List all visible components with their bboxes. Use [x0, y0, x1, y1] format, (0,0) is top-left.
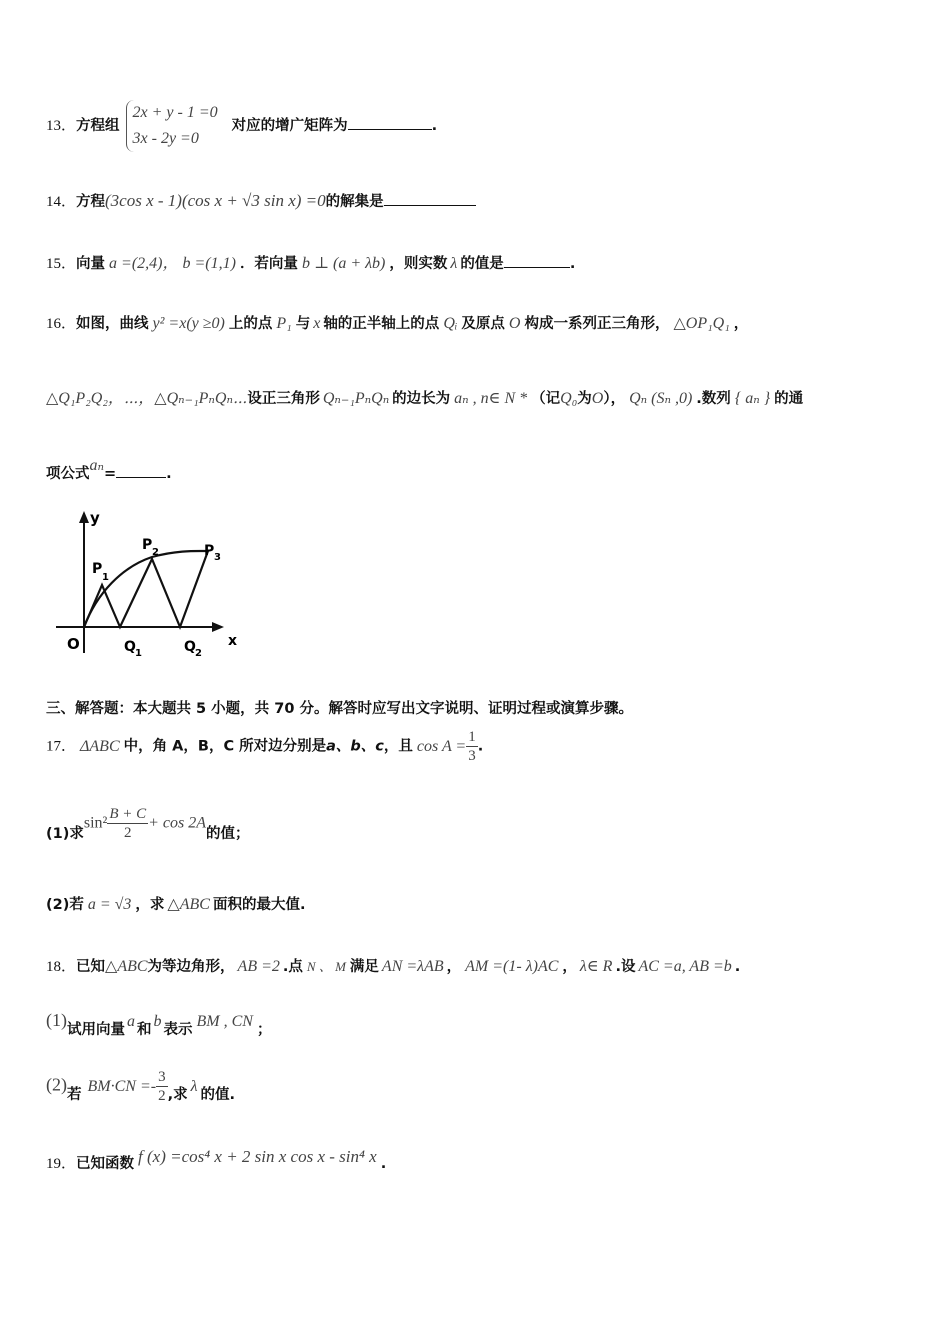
q16-text-11: .数列	[696, 391, 731, 407]
q17-2-cond: a = √3	[87, 896, 132, 913]
label-Q1: Q	[124, 639, 136, 655]
q13-answer-blank[interactable]	[348, 115, 432, 130]
q18-am: AM =(1- λ)AC	[465, 958, 559, 975]
question-18-part1	[46, 1010, 272, 1038]
question-19	[46, 1147, 387, 1173]
q16-Qi: Qᵢ	[443, 315, 458, 332]
label-Q2: Q	[184, 639, 196, 655]
q18-set: AC =a, AB =b	[638, 958, 732, 975]
q16-Qn: Qₙ (Sₙ ,0)	[629, 390, 693, 407]
q17-fraction	[466, 728, 478, 765]
q17-frac-num: 1	[468, 729, 476, 745]
question-14	[46, 190, 476, 211]
q19-function: f (x) =cos⁴ x + 2 sin x cos x - sin⁴ x	[138, 1147, 377, 1166]
q13-text-pre: 方程组	[76, 118, 120, 134]
q17-abc: a、b、c	[326, 738, 384, 755]
q18-1-b: b	[153, 1013, 162, 1030]
q18-text-2: .点	[282, 959, 303, 975]
label-P1: P	[92, 561, 103, 577]
q15-text-post: 的值是	[460, 256, 504, 272]
q18-1-label: (1)	[46, 1010, 67, 1030]
question-16-line3	[46, 457, 172, 483]
q18-ab: AB =2	[237, 958, 280, 975]
label-y: y	[90, 509, 100, 527]
q16-triangle-1: △OP₁Q₁	[673, 315, 730, 332]
q13-end: .	[431, 118, 438, 134]
q14-answer-blank[interactable]	[384, 191, 476, 206]
q17-text-1: 中，角 A，B，C 所对边分别是	[123, 738, 327, 755]
q16-end: .	[166, 466, 172, 482]
q16-Q0: Q₀	[560, 390, 578, 407]
q16-comma: ，	[733, 316, 749, 332]
q16-text-5: 构成一系列正三角形，	[524, 316, 670, 332]
label-P3-sub: 3	[214, 552, 221, 563]
q16-sequence: { aₙ }	[734, 390, 771, 407]
section-3-heading: 三、解答题：本大题共 5 小题，共 70 分。解答时应写出文字说明、证明过程或演算步骤。	[46, 701, 633, 717]
q15-text-mid: ．若向量	[239, 256, 298, 272]
q13-number: 13．	[46, 118, 77, 134]
q18-2-text-1: 若	[67, 1086, 82, 1103]
q17-number: 17．	[46, 738, 77, 755]
q19-end: .	[380, 1156, 387, 1172]
question-18	[46, 955, 740, 976]
q16-text-1: 上的点	[228, 316, 273, 332]
q16-text-6: 设正三角形	[247, 391, 320, 407]
q16-text-12: 的通	[774, 391, 804, 407]
q15-answer-blank[interactable]	[504, 253, 570, 268]
q17-1-frac-num: B + C	[109, 806, 147, 822]
q16-triangle-n: Qₙ₋₁PₙQₙ	[322, 390, 390, 407]
q18-2-frac-num: 3	[158, 1069, 166, 1085]
question-15	[46, 250, 575, 273]
q17-1-fraction	[107, 805, 148, 842]
question-17	[46, 728, 483, 765]
q16-answer-blank[interactable]	[116, 463, 166, 478]
q17-end: .	[477, 738, 484, 755]
q18-end: .	[734, 959, 741, 975]
q15-lambda: λ	[450, 255, 458, 272]
q17-2-mid: ，求	[135, 897, 165, 913]
q18-2-text-3: 的值.	[200, 1086, 236, 1103]
q18-an: AN =λAB	[381, 958, 444, 975]
q17-1-sin: sin²	[83, 814, 108, 832]
q18-nm: N 、 M	[306, 959, 346, 974]
q16-text-10: ），	[603, 391, 626, 407]
q18-2-expr: BM·CN =-	[87, 1077, 157, 1095]
label-P2-sub: 2	[152, 547, 159, 558]
q16-curve: y² =x(y ≥0)	[152, 315, 225, 332]
question-17-part1	[46, 805, 250, 842]
q16-text-3: 轴的正半轴上的点	[323, 316, 440, 332]
q18-number: 18．	[46, 959, 77, 975]
q18-2-label: (2)	[46, 1074, 67, 1095]
q18-2-fraction	[156, 1068, 168, 1105]
q18-lambda: λ∈ R	[579, 958, 613, 975]
q18-1-vectors: BM , CN	[196, 1013, 253, 1030]
q18-1-a: a	[127, 1013, 135, 1030]
q18-1-text-1: 试用向量	[67, 1022, 125, 1038]
question-13	[46, 100, 437, 152]
q17-2-triangle: △ABC	[167, 896, 210, 913]
q18-text-1: 为等边角形，	[147, 959, 235, 975]
q17-1-frac-den: 2	[123, 825, 132, 841]
q16-text-pre: 如图，曲线	[76, 316, 149, 332]
q15-text-pre: 向量	[76, 256, 106, 272]
q18-2-lambda: λ	[190, 1077, 198, 1095]
q17-1-post: 的值；	[206, 825, 250, 842]
q18-1-end: ；	[256, 1022, 272, 1038]
q16-text-2: 与	[295, 316, 311, 332]
q18-1-text-2: 和	[137, 1022, 152, 1038]
q17-2-label: (2)若	[46, 897, 84, 913]
q14-number: 14．	[46, 194, 77, 210]
q15-number: 15．	[46, 256, 77, 272]
q15-end: .	[569, 256, 576, 272]
q16-text-9: 为	[577, 391, 592, 407]
q16-text-14: =	[103, 466, 117, 482]
question-18-part2	[46, 1068, 235, 1105]
q17-frac-den: 3	[468, 748, 476, 764]
label-P3: P	[204, 543, 215, 559]
q19-number: 19．	[46, 1156, 77, 1172]
q16-text-7: 的边长为	[392, 391, 451, 407]
q18-triangle: △ABC	[105, 958, 148, 975]
q13-text-post: 对应的增广矩阵为	[231, 118, 348, 134]
question-16-line2	[46, 385, 803, 408]
q16-O: O	[508, 315, 521, 332]
label-Q1-sub: 1	[135, 648, 142, 659]
question-17-part2	[46, 893, 305, 914]
q16-P1: P₁	[276, 315, 292, 332]
x-axis-arrow-icon	[212, 622, 224, 632]
q17-2-post: 面积的最大值.	[212, 897, 306, 913]
y-axis-arrow-icon	[79, 511, 89, 523]
q16-figure	[52, 505, 262, 665]
q19-pre: 已知函数	[76, 1156, 135, 1172]
q14-text-post: 的解集是	[325, 194, 384, 210]
q14-equation: (3cos x - 1)(cos x + √3 sin x) =0	[105, 191, 326, 210]
q13-eq2: 3x - 2y =0	[132, 130, 199, 147]
q16-text-13: 项公式	[46, 466, 90, 482]
q18-comma-1: ，	[446, 959, 462, 975]
q17-cos: cos A =	[416, 737, 467, 755]
label-P1-sub: 1	[102, 572, 109, 583]
q16-triangles: △Q₁P₂Q₂，⋯，△Qₙ₋₁PₙQₙ⋯	[46, 390, 248, 407]
label-O: O	[67, 635, 80, 653]
q16-an: aₙ , n∈ N *	[454, 390, 528, 407]
q13-eq1: 2x + y - 1 =0	[132, 104, 218, 121]
q15-vectors: a =(2,4)， b =(1,1)	[109, 255, 236, 272]
q18-text-3: 满足	[349, 959, 379, 975]
q14-text-pre: 方程	[76, 194, 106, 210]
q18-1-text-3: 表示	[163, 1022, 193, 1038]
q15-condition: b ⊥ (a + λb)	[301, 255, 386, 272]
q18-2-text-2: ,求	[167, 1086, 188, 1103]
q15-text-mid2: ，则实数	[389, 256, 448, 272]
q16-number: 16．	[46, 316, 77, 332]
q17-text-2: ，且	[383, 738, 413, 755]
q16-text-4: 及原点	[461, 316, 505, 332]
q16-x: x	[313, 315, 321, 332]
q16-text-8: （记	[531, 391, 561, 407]
q16-an2: aₙ	[89, 457, 104, 474]
q18-2-frac-den: 2	[158, 1088, 166, 1104]
question-16-line1	[46, 312, 748, 333]
label-x: x	[228, 633, 238, 649]
q17-1-tail: + cos 2A	[148, 814, 207, 832]
q16-O2: O	[591, 390, 604, 407]
q17-1-label: (1)求	[46, 825, 84, 842]
q13-equation-system	[126, 100, 218, 152]
triangle-chain	[84, 551, 208, 627]
q17-triangle: ΔABC	[80, 737, 120, 755]
label-P2: P	[142, 537, 153, 553]
label-Q2-sub: 2	[195, 648, 202, 659]
q18-pre: 已知	[76, 959, 106, 975]
q18-comma-2: ，	[562, 959, 577, 975]
q18-text-4: .设	[615, 959, 636, 975]
